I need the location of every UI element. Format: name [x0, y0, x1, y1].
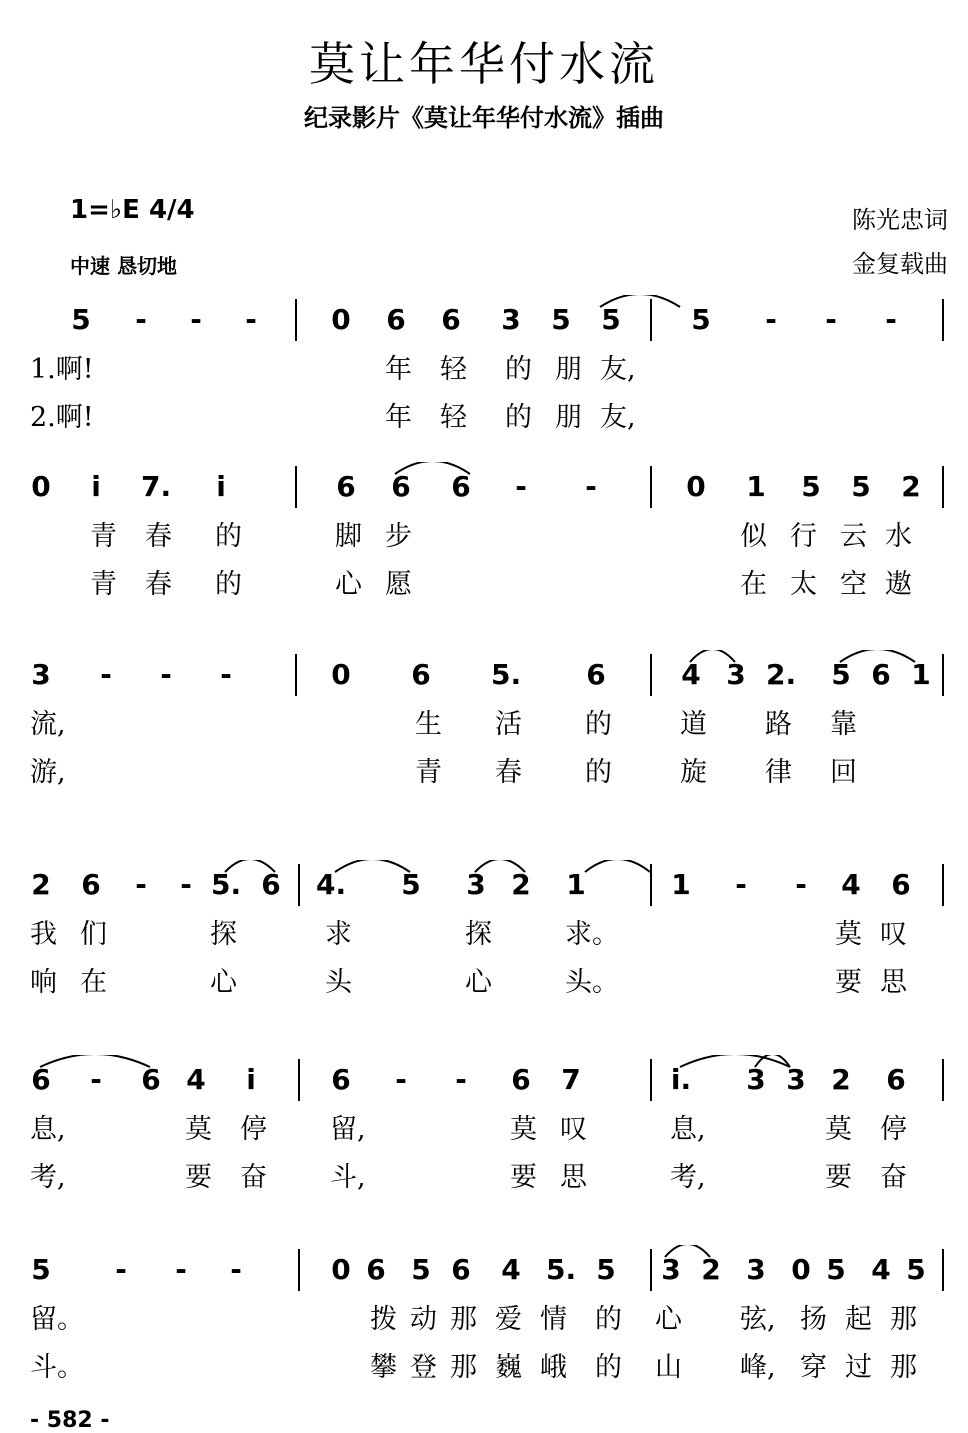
lyric-word: 游,	[30, 757, 66, 788]
note: 3	[726, 658, 746, 691]
note: 2	[511, 868, 531, 901]
lyric-word: 2.啊!	[30, 402, 94, 433]
note: 4	[186, 1063, 206, 1096]
lyric-word: 年	[385, 402, 412, 433]
note: 6	[31, 1063, 51, 1096]
note: 6	[336, 470, 356, 503]
note: -	[395, 1063, 407, 1096]
note: -	[585, 470, 597, 503]
note: 6	[586, 658, 606, 691]
lyric-word: 那	[450, 1304, 477, 1335]
lyric-word: 要	[835, 967, 862, 998]
lyric-word: 莫	[835, 919, 862, 950]
note: i	[216, 470, 226, 503]
lyric-word: 起	[845, 1304, 872, 1335]
score-row	[0, 650, 968, 810]
score-row	[0, 462, 968, 622]
note: 6	[451, 1253, 471, 1286]
lyric-word: 留,	[330, 1114, 366, 1145]
lyric-word: 要	[185, 1162, 212, 1193]
lyric-word: 扬	[800, 1304, 827, 1335]
lyric-word: 莫	[185, 1114, 212, 1145]
note: 4	[681, 658, 701, 691]
lyric-word: 流,	[30, 709, 66, 740]
note: 6	[451, 470, 471, 503]
note: 6	[386, 303, 406, 336]
note: 5	[596, 1253, 616, 1286]
lyric-word: 1.啊!	[30, 354, 94, 385]
lyric-word: 奋	[240, 1162, 267, 1193]
lyric-word: 那	[890, 1352, 917, 1383]
note: 6	[331, 1063, 351, 1096]
note: 6	[141, 1063, 161, 1096]
lyric-word: 生	[415, 709, 442, 740]
lyric-word: 旋	[680, 757, 707, 788]
note: 0	[331, 1253, 351, 1286]
lyric-word: 路	[765, 709, 792, 740]
score-row	[0, 295, 968, 455]
slur	[225, 860, 275, 872]
note: -	[455, 1063, 467, 1096]
slur-overlay	[0, 860, 968, 920]
note: 4	[501, 1253, 521, 1286]
song-title: 莫让年华付水流	[309, 37, 659, 91]
lyric-word: 靠	[830, 709, 857, 740]
note: 3	[746, 1063, 766, 1096]
note: -	[160, 658, 172, 691]
lyric-word: 穿	[800, 1352, 827, 1383]
lyric-word: 空	[840, 569, 867, 600]
note: -	[135, 868, 147, 901]
lyric-word: 息,	[670, 1114, 706, 1145]
lyric-word: 考,	[30, 1162, 66, 1193]
key-signature: 1=♭E 4/4	[70, 195, 195, 225]
lyric-word: 云	[840, 521, 867, 552]
lyric-word: 青	[90, 569, 117, 600]
lyric-word: 心	[210, 967, 237, 998]
lyric-word: 登	[410, 1352, 437, 1383]
lyrics-verse-2	[0, 960, 968, 1004]
lyric-word: 那	[450, 1352, 477, 1383]
lyric-word: 似	[740, 521, 767, 552]
note: 5	[411, 1253, 431, 1286]
lyric-word: 的	[585, 757, 612, 788]
lyric-word: 水	[885, 521, 912, 552]
note: 0	[686, 470, 706, 503]
lyric-word: 春	[145, 521, 172, 552]
lyric-word: 道	[680, 709, 707, 740]
note: 2	[31, 868, 51, 901]
lyric-word: 律	[765, 757, 792, 788]
tempo-marking: 中速 恳切地	[70, 254, 177, 278]
lyric-word: 斗。	[30, 1352, 84, 1383]
lyric-word: 求。	[565, 919, 619, 950]
note: 5.	[546, 1253, 577, 1286]
note: 1	[911, 658, 931, 691]
slur	[680, 1055, 790, 1067]
lyrics-verse-2	[0, 395, 968, 439]
note: 6	[81, 868, 101, 901]
lyric-word: 叹	[880, 919, 907, 950]
note: 5.	[211, 868, 242, 901]
lyric-word: 心	[335, 569, 362, 600]
note: 6	[391, 470, 411, 503]
composer-credit: 金复载曲	[852, 250, 948, 278]
lyric-word: 叹	[560, 1114, 587, 1145]
note: -	[245, 303, 257, 336]
lyric-word: 青	[415, 757, 442, 788]
note: 5.	[491, 658, 522, 691]
lyric-word: 弦,	[740, 1304, 776, 1335]
score-row	[0, 1245, 968, 1405]
note: 5	[31, 1253, 51, 1286]
note: 3	[31, 658, 51, 691]
note: i	[91, 470, 101, 503]
note: 6	[511, 1063, 531, 1096]
note: 6	[871, 658, 891, 691]
note: 4	[871, 1253, 891, 1286]
lyric-word: 响	[30, 967, 57, 998]
lyric-word: 停	[880, 1114, 907, 1145]
lyric-word: 探	[210, 919, 237, 950]
note: 3	[786, 1063, 806, 1096]
note: -	[825, 303, 837, 336]
lyric-word: 要	[825, 1162, 852, 1193]
score-row	[0, 1055, 968, 1215]
note: -	[515, 470, 527, 503]
lyrics-verse-2	[0, 1155, 968, 1199]
lyric-word: 春	[145, 569, 172, 600]
lyric-word: 攀	[370, 1352, 397, 1383]
lyric-word: 朋	[555, 402, 582, 433]
note: 6	[886, 1063, 906, 1096]
note: i	[246, 1063, 256, 1096]
note: -	[220, 658, 232, 691]
lyric-word: 探	[465, 919, 492, 950]
note: 2	[901, 470, 921, 503]
lyric-word: 爱	[495, 1304, 522, 1335]
lyrics-verse-2	[0, 562, 968, 606]
lyric-word: 莫	[510, 1114, 537, 1145]
lyric-word: 头。	[565, 967, 619, 998]
lyric-word: 活	[495, 709, 522, 740]
lyric-word: 在	[740, 569, 767, 600]
slur-overlay	[0, 462, 968, 522]
note: 5	[551, 303, 571, 336]
note: 5	[71, 303, 91, 336]
slur	[840, 650, 915, 662]
lyric-word: 脚	[335, 521, 362, 552]
note: 1	[566, 868, 586, 901]
note: 5	[601, 303, 621, 336]
lyric-word: 停	[240, 1114, 267, 1145]
note: -	[230, 1253, 242, 1286]
note: 6	[411, 658, 431, 691]
note: -	[735, 868, 747, 901]
note: -	[765, 303, 777, 336]
lyric-word: 情	[540, 1304, 567, 1335]
lyric-word: 莫	[825, 1114, 852, 1145]
note: 2	[831, 1063, 851, 1096]
note: 5	[831, 658, 851, 691]
lyric-word: 回	[830, 757, 857, 788]
note: 5	[401, 868, 421, 901]
lyric-word: 的	[215, 521, 242, 552]
lyric-word: 友,	[600, 402, 636, 433]
note: 7.	[141, 470, 172, 503]
lyric-word: 的	[505, 354, 532, 385]
lyric-word: 年	[385, 354, 412, 385]
note: -	[115, 1253, 127, 1286]
note: 6	[366, 1253, 386, 1286]
note: 5	[691, 303, 711, 336]
lyric-word: 奋	[880, 1162, 907, 1193]
lyric-word: 心	[465, 967, 492, 998]
slur	[600, 295, 680, 307]
lyric-word: 斗,	[330, 1162, 366, 1193]
note: 3	[466, 868, 486, 901]
note: 5	[851, 470, 871, 503]
slur	[40, 1055, 150, 1067]
note: -	[885, 303, 897, 336]
lyric-word: 峨	[540, 1352, 567, 1383]
note: 1	[746, 470, 766, 503]
lyric-word: 头	[325, 967, 352, 998]
lyric-word: 的	[595, 1352, 622, 1383]
lyric-word: 思	[880, 967, 907, 998]
note: -	[90, 1063, 102, 1096]
lyric-word: 留。	[30, 1304, 84, 1335]
lyric-word: 轻	[440, 354, 467, 385]
lyric-word: 我	[30, 919, 57, 950]
lyric-word: 友,	[600, 354, 636, 385]
note: 0	[331, 303, 351, 336]
lyric-word: 山	[655, 1352, 682, 1383]
note: -	[100, 658, 112, 691]
lyric-word: 们	[80, 919, 107, 950]
note: 5	[801, 470, 821, 503]
note: 4	[841, 868, 861, 901]
lyric-word: 考,	[670, 1162, 706, 1193]
note: 6	[441, 303, 461, 336]
lyric-word: 思	[560, 1162, 587, 1193]
note: 0	[791, 1253, 811, 1286]
slur	[665, 1245, 710, 1257]
note: i.	[670, 1063, 692, 1096]
slur-overlay	[0, 1055, 968, 1115]
note: 0	[331, 658, 351, 691]
lyric-word: 动	[410, 1304, 437, 1335]
lyric-word: 息,	[30, 1114, 66, 1145]
lyric-word: 春	[495, 757, 522, 788]
lyric-word: 的	[215, 569, 242, 600]
note: 3	[661, 1253, 681, 1286]
note: 1	[671, 868, 691, 901]
lyric-word: 拨	[370, 1304, 397, 1335]
note: 7	[561, 1063, 581, 1096]
lyric-word: 太	[790, 569, 817, 600]
lyric-word: 峰,	[740, 1352, 776, 1383]
slur	[475, 860, 525, 872]
lyric-word: 步	[385, 521, 412, 552]
note: 0	[31, 470, 51, 503]
lyrics-verse-2	[0, 750, 968, 794]
lyric-word: 行	[790, 521, 817, 552]
lyric-word: 在	[80, 967, 107, 998]
lyric-word: 青	[90, 521, 117, 552]
lyric-word: 轻	[440, 402, 467, 433]
slur	[335, 860, 410, 872]
note: 4.	[316, 868, 347, 901]
lyric-word: 过	[845, 1352, 872, 1383]
slur-overlay	[0, 650, 968, 710]
note: 6	[891, 868, 911, 901]
slur-overlay	[0, 295, 968, 355]
song-subtitle: 纪录影片《莫让年华付水流》插曲	[304, 103, 664, 132]
note: -	[135, 303, 147, 336]
lyrics-verse-2	[0, 1345, 968, 1389]
lyric-word: 的	[595, 1304, 622, 1335]
slur	[395, 462, 470, 474]
lyric-word: 的	[505, 402, 532, 433]
score-row	[0, 860, 968, 1020]
note: 6	[261, 868, 281, 901]
note: -	[795, 868, 807, 901]
note: -	[180, 868, 192, 901]
lyric-word: 朋	[555, 354, 582, 385]
lyric-word: 那	[890, 1304, 917, 1335]
lyric-word: 心	[655, 1304, 682, 1335]
note: 2.	[766, 658, 797, 691]
note: 3	[746, 1253, 766, 1286]
lyricist-credit: 陈光忠词	[852, 206, 948, 234]
note: 3	[501, 303, 521, 336]
slur-overlay	[0, 1245, 968, 1305]
lyric-word: 要	[510, 1162, 537, 1193]
note: 5	[826, 1253, 846, 1286]
note: 5	[906, 1253, 926, 1286]
lyric-word: 的	[585, 709, 612, 740]
lyric-word: 愿	[385, 569, 412, 600]
page-number: - 582 -	[30, 1408, 110, 1433]
lyric-word: 求	[325, 919, 352, 950]
lyric-word: 遨	[885, 569, 912, 600]
note: -	[190, 303, 202, 336]
lyric-word: 巍	[495, 1352, 522, 1383]
slur	[690, 650, 735, 662]
note: 2	[701, 1253, 721, 1286]
slur	[585, 860, 650, 872]
note: -	[175, 1253, 187, 1286]
